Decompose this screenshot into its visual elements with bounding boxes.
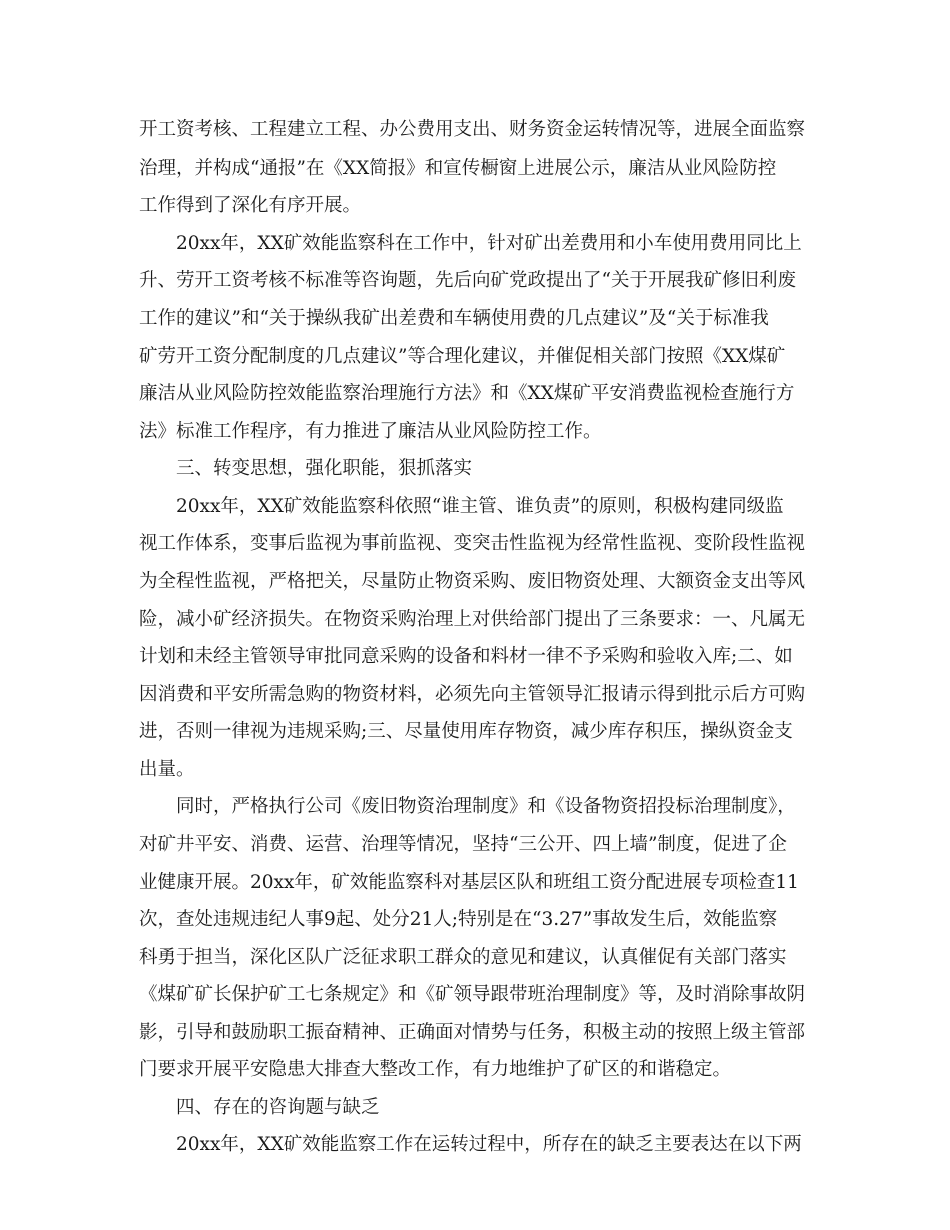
text-line: 同时，严格执行公司《废旧物资治理制度》和《设备物资招投标治理制度》，: [176, 796, 796, 817]
text-line: 为全程性监视，严格把关，尽量防止物资采购、废旧物资处理、大额资金支出等风: [139, 571, 806, 592]
section-heading: 四、存在的咨询题与缺乏: [176, 1097, 380, 1118]
text-line: 廉洁从业风险防控效能监察治理施行方法》和《XX煤矿平安消费监视检查施行方: [139, 383, 795, 404]
text-line: 对矿井平安、消费、运营、治理等情况，坚持“三公开、四上墙”制度，促进了企: [139, 834, 787, 855]
text-line: 《煤矿矿长保护矿工七条规定》和《矿领导跟带班治理制度》等，及时消除事故阴: [139, 984, 806, 1005]
text-line: 20xx年，XX矿效能监察科依照“谁主管、谁负责”的原则，积极构建同级监: [176, 496, 784, 517]
text-line: 计划和未经主管领导审批同意采购的设备和料材一律不予采购和验收入库;二、如: [139, 646, 793, 667]
text-line: 20xx年，XX矿效能监察科在工作中，针对矿出差费用和小车使用费用同比上: [176, 233, 802, 254]
text-line: 影，引导和鼓励职工振奋精神、正确面对情势与任务，积极主动的按照上级主管部: [139, 1022, 806, 1043]
text-line: 科勇于担当，深化区队广泛征求职工群众的意见和建议，认真催促有关部门落实: [139, 947, 787, 968]
text-line: 20xx年，XX矿效能监察工作在运转过程中，所存在的缺乏主要表达在以下两: [176, 1134, 802, 1155]
section-heading: 三、转变思想，强化职能，狠抓落实: [176, 458, 473, 479]
text-line: 险，减小矿经济损失。在物资采购治理上对供给部门提出了三条要求：一、凡属无: [139, 609, 806, 630]
text-line: 因消费和平安所需急购的物资材料，必须先向主管领导汇报请示得到批示后方可购: [139, 684, 806, 705]
text-line: 法》标准工作程序，有力推进了廉洁从业风险防控工作。: [139, 421, 602, 442]
text-line: 开工资考核、工程建立工程、办公费用支出、财务资金运转情况等，进展全面监察: [139, 119, 806, 140]
text-line: 治理，并构成“通报”在《XX简报》和宣传橱窗上进展公示，廉洁从业风险防控: [139, 158, 777, 179]
text-line: 视工作体系，变事后监视为事前监视、变突击性监视为经常性监视、变阶段性监视: [139, 533, 806, 554]
text-line: 门要求开展平安隐患大排查大整改工作，有力地维护了矿区的和谐稳定。: [139, 1059, 732, 1080]
text-line: 业健康开展。20xx年，矿效能监察科对基层区队和班组工资分配进展专项检查11: [139, 872, 799, 893]
text-line: 矿劳开工资分配制度的几点建议”等合理化建议，并催促相关部门按照《XX煤矿: [139, 346, 786, 367]
text-line: 进，否则一律视为违规采购;三、尽量使用库存物资，减少库存积压，操纵资金支: [139, 721, 793, 742]
text-line: 出量。: [139, 759, 195, 780]
text-line: 工作的建议”和“关于操纵我矿出差费和车辆使用费的几点建议”及“关于标准我: [139, 308, 769, 329]
text-line: 升、劳开工资考核不标准等咨询题，先后向矿党政提出了“关于开展我矿修旧利废: [139, 270, 796, 291]
text-line: 次，查处违规违纪人事9起、处分21人;特别是在“3.27”事故发生后，效能监察: [139, 909, 778, 930]
text-line: 工作得到了深化有序开展。: [139, 195, 362, 216]
